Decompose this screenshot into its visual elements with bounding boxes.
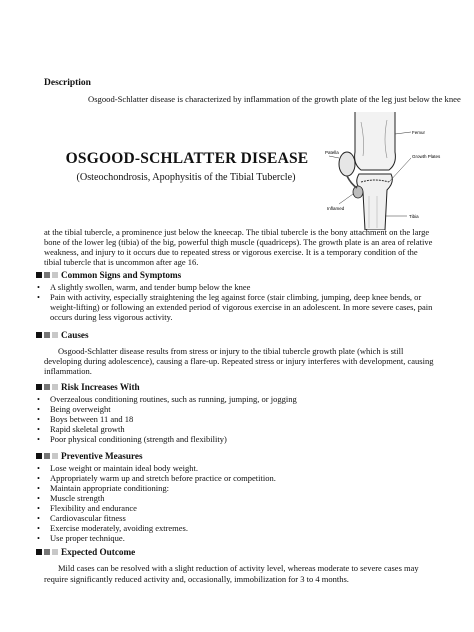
bullet-square-icon — [44, 549, 50, 555]
list-item: • Use proper technique. — [36, 533, 436, 543]
section-title: Expected Outcome — [61, 547, 136, 557]
section-title: Risk Increases With — [61, 382, 140, 392]
bullet-square-icon — [36, 384, 42, 390]
outcome-line-1: Mild cases can be resolved with a slight reduction of activity level, whereas moderate to severe cases may — [58, 563, 419, 573]
section-heading-signs — [36, 270, 181, 280]
bullet-square-icon — [44, 384, 50, 390]
bullet-square-icon — [52, 332, 58, 338]
description-text: Osgood-Schlatter disease is characterized by inflammation of the growth plate of the leg just below the knee — [88, 94, 461, 104]
knee-illustration — [325, 112, 443, 230]
label-inflamed: Inflamed — [327, 206, 345, 211]
risk-list — [36, 394, 436, 444]
section-title: Common Signs and Symptoms — [61, 270, 182, 280]
label-femur: Femur — [412, 130, 426, 135]
bullet-square-icon — [36, 272, 42, 278]
label-patella: Patella — [325, 150, 339, 155]
prevention-list — [36, 463, 436, 543]
document-subtitle: (Osteochondrosis, Apophysitis of the Tibial Tubercle) — [76, 172, 296, 183]
list-item: • Pain with activity, especially straightening the leg against force (stair climbing, jumping, deep knee bends, or weight-lifting) or following an extended period of vigorous exercise in an adolescent. In more severe cases, pain occurs during less vigorous activity. — [36, 292, 436, 322]
section-heading-risk — [36, 382, 140, 392]
description-heading: Description — [44, 78, 91, 88]
bullet-square-icon — [44, 453, 50, 459]
bullet-square-icon — [52, 384, 58, 390]
bullet-square-icon — [52, 453, 58, 459]
intro-paragraph: at the tibial tubercle, a prominence just below the kneecap. The tibial tubercle is the bony attachment on the large bone of the lower leg (tibia) of the big, powerful thigh muscle (quadriceps). The growth plate is an area of relative weakness, and injury to it occurs due to repeated stress or vigorous exercise. It is a temporary condition of the tibial tubercle that is uncommon after age 16. — [44, 227, 433, 267]
knee-anatomy-figure — [325, 112, 443, 230]
list-item: • Overzealous conditioning routines, such as running, jumping, or jogging — [36, 394, 436, 404]
list-item: • A slightly swollen, warm, and tender bump below the knee — [36, 282, 436, 292]
label-tibia: Tibia — [409, 214, 419, 219]
section-title: Causes — [61, 330, 89, 340]
section-heading-outcome — [36, 547, 135, 557]
document-title: OSGOOD-SCHLATTER DISEASE — [65, 150, 309, 167]
bullet-square-icon — [44, 332, 50, 338]
section-title: Preventive Measures — [61, 451, 143, 461]
outcome-line-2: require significantly reduced activity and, occasionally, immobilization for 3 to 4 months. — [44, 574, 349, 584]
list-item: • Exercise moderately, avoiding extremes. — [36, 523, 436, 533]
list-item: • Appropriately warm up and stretch before practice or competition. — [36, 473, 436, 483]
section-heading-prevention — [36, 451, 143, 461]
signs-list — [36, 282, 436, 322]
list-item: • Poor physical conditioning (strength and flexibility) — [36, 434, 436, 444]
bullet-square-icon — [36, 549, 42, 555]
list-item: • Muscle strength — [36, 493, 436, 503]
bullet-square-icon — [52, 549, 58, 555]
bullet-square-icon — [36, 332, 42, 338]
section-heading-causes — [36, 330, 89, 340]
label-growth-plates: Growth Plates — [412, 154, 441, 159]
list-item: • Lose weight or maintain ideal body weight. — [36, 463, 436, 473]
list-item: • Rapid skeletal growth — [36, 424, 436, 434]
causes-line-1: Osgood-Schlatter disease results from stress or injury to the tibial tubercle growth plate (which is still — [58, 346, 404, 356]
causes-line-2: developing during adolescence), causing a flare-up. Repeated stress or injury interferes with development, causing inflammation. — [44, 356, 434, 376]
bullet-square-icon — [52, 272, 58, 278]
list-item: • Boys between 11 and 18 — [36, 414, 436, 424]
bullet-square-icon — [44, 272, 50, 278]
list-item: • Cardiovascular fitness — [36, 513, 436, 523]
bullet-square-icon — [36, 453, 42, 459]
list-item: • Being overweight — [36, 404, 436, 414]
list-item: • Flexibility and endurance — [36, 503, 436, 513]
list-item: • Maintain appropriate conditioning: — [36, 483, 436, 493]
